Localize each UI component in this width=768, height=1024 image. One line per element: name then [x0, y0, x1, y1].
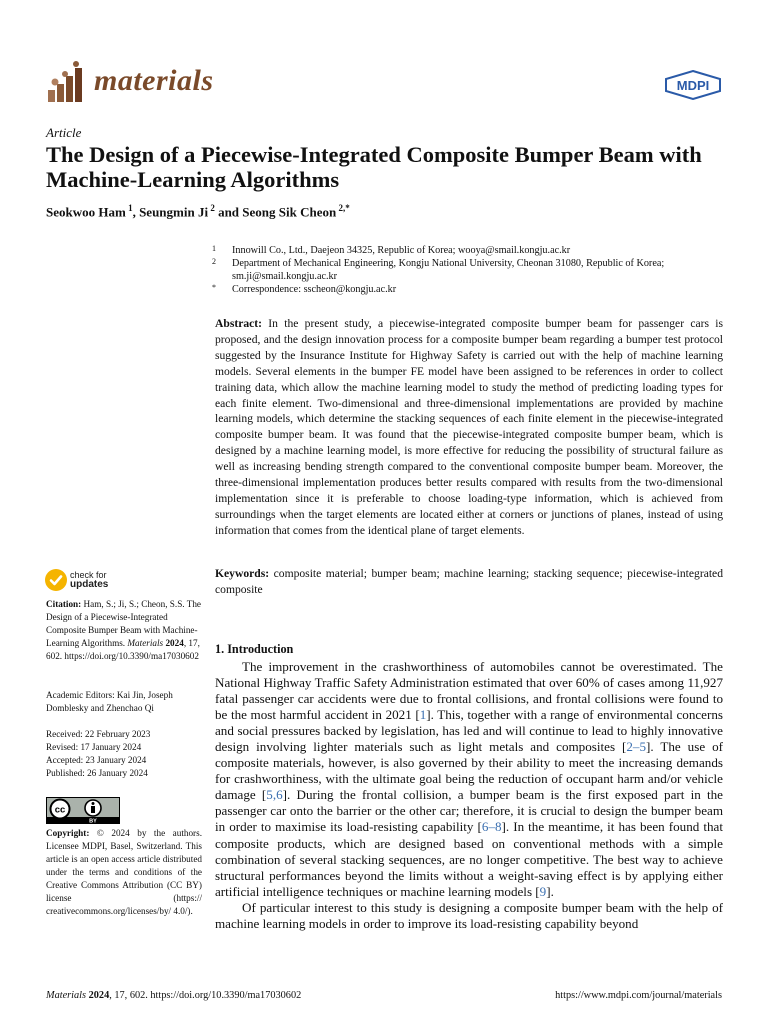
publication-date: Published: 26 January 2024: [46, 768, 148, 778]
academic-editors: Academic Editors: Kai Jin, Joseph Domblesky and Zhenchao Qi: [46, 690, 173, 713]
keywords: [215, 566, 723, 598]
journal-name: materials: [94, 64, 214, 97]
cc-by-license-badge[interactable]: [46, 797, 120, 824]
abstract-label: Abstract:: [215, 317, 263, 330]
introduction-body: [215, 659, 723, 932]
affiliations: [212, 245, 724, 297]
publication-date: Revised: 17 January 2024: [46, 742, 142, 752]
author-name[interactable]: Seokwoo Ham: [46, 204, 126, 220]
citation-block: [46, 598, 202, 663]
affiliation-text: Innowill Co., Ltd., Daejeon 34325, Republic of Korea; wooya@smail.kongju.ac.kr: [232, 245, 571, 256]
copyright-text: © 2024 by the authors. Licensee MDPI, Basel, Switzerland. This article is an open access article distributed under the terms and conditions of the Creative Commons Attribution (CC BY) license (https:// creativecommons.org/licenses/by/ 4.0/).: [46, 828, 202, 916]
intro-paragraph: Of particular interest to this study is designing a composite bumper beam with the help of machine learning models in order to improve its load-resisting capability beyond: [215, 899, 723, 931]
author-name[interactable]: Seong Sik Cheon: [242, 204, 337, 220]
author-list: [46, 203, 350, 220]
citation-link[interactable]: 6–8: [481, 819, 502, 835]
journal-url-link[interactable]: https://www.mdpi.com/journal/materials: [555, 990, 722, 1001]
author-name[interactable]: Seungmin Ji: [139, 204, 209, 220]
citation-link[interactable]: 1: [419, 707, 427, 723]
keywords-label: Keywords:: [215, 567, 270, 580]
citation-text: Ham, S.; Ji, S.; Cheon, S.S. The Design of a Piecewise-Integrated Composite Bumper Beam with Machine-Learning Algorithms.: [46, 599, 202, 648]
check-updates-icon: [44, 568, 68, 592]
author-affiliation-mark: 1: [125, 203, 133, 213]
mdpi-logo-text: MDPI: [676, 78, 710, 93]
copyright-notice: [46, 827, 202, 918]
author-separator: ,: [132, 204, 140, 220]
affiliation-mark: 1: [212, 244, 216, 253]
section-heading-introduction: 1. Introduction: [215, 642, 294, 656]
footer-doi[interactable]: , 17, 602. https://doi.org/10.3390/ma17030602: [109, 990, 302, 1001]
affiliation-item: [212, 284, 724, 297]
citation-year: 2024: [165, 638, 184, 648]
intro-text: ]. In the meantime, it has been found that composite products, which are designed based on conventional methods with a simple combination of several stacking sequences, are no longer competitive. The best way to achieve structural performances beyond the limits without a weight-saving effect is by applying either artificial intelligence techniques or machine learning models [: [215, 819, 723, 899]
citation-link[interactable]: 5,6: [266, 787, 283, 803]
intro-text: ]. The use of composite materials, however, is also governed by their ability to meet the increasing demands for crashworthiness, with the ultimate goal being the reduction of occupant harm and/or vehicle damage [: [215, 739, 723, 803]
footer-citation: [46, 990, 301, 1001]
author-separator: and: [214, 204, 243, 220]
cc-badge-right-text: BY: [89, 818, 97, 824]
keywords-text: composite material; bumper beam; machine learning; stacking sequence; piecewise-integrated composite: [215, 567, 723, 596]
intro-paragraph: [215, 659, 723, 900]
citation-link[interactable]: 2–5: [626, 739, 647, 755]
affiliation-item: [212, 258, 724, 284]
publication-dates: [46, 728, 202, 780]
author-affiliation-mark: 2,*: [336, 203, 350, 213]
check-updates-line2: updates: [70, 579, 109, 590]
article-title: The Design of a Piecewise-Integrated Composite Bumper Beam with Machine-Learning Algorithms: [46, 142, 702, 192]
check-for-updates-badge[interactable]: [44, 567, 134, 595]
citation-label: Citation:: [46, 599, 82, 609]
citation-link[interactable]: 9: [539, 883, 547, 899]
journal-header: [46, 60, 722, 110]
journal-logo-icon: [46, 60, 88, 104]
citation-rest[interactable]: , 17, 602. https://doi.org/10.3390/ma17030602: [46, 638, 200, 661]
publication-date: Received: 22 February 2023: [46, 729, 151, 739]
intro-text: ]. During the frontal collision, a bumper beam is the first exposed part in the passenger car onto the barrier or the other car; therefore, it is crucial to design the bumper beam in order to maximise its load-resisting capability [: [215, 787, 723, 835]
cc-badge-left-text: cc: [54, 804, 66, 816]
intro-text: ]. This, together with a range of environmental concerns and social pressures backed by legislation, has led and will continue to lead to highly innovative design involving lighter materials such as light metals and composites [: [215, 707, 723, 755]
footer-year: 2024: [88, 990, 110, 1001]
page-footer: [46, 990, 722, 1001]
article-type: Article: [46, 125, 82, 140]
author-affiliation-mark: 2: [208, 203, 215, 213]
footer-journal: Materials: [46, 990, 87, 1001]
citation-journal: Materials: [127, 638, 164, 648]
copyright-label: Copyright:: [46, 828, 90, 838]
check-updates-text: [70, 570, 108, 590]
affiliation-item: [212, 245, 724, 258]
abstract: [215, 316, 723, 539]
abstract-text: In the present study, a piecewise-integrated composite bumper beam for passenger cars is proposed, and the design innovation process for a composite bumper beam regarding a bumper test protocol suggested by the Insurance Institute for Highway Safety is carried out with the help of machine learning models. Several elements in the bumper FE model have been assigned to be references in order to collect training data, which allow the machine learning model to study the method of predicting loading types for each finite element. Two-dimensional and three-dimensional implementations are provided by machine learning models, which determine the stacking sequences of each finite element in the piecewise-integrated composite bumper beam. It was found that the piecewise-integrated composite bumper beam, which is designed by a machine learning model, is more effective for reducing the possibility of structural failure as well as increasing bending strength compared to the conventional composite bumper beam. Moreover, the three-dimensional implementation produces better results compared with results from the two-dimensional implementation since it is preferable to choose loading-type information, which is achieved from surroundings when the target elements are located either at corners or junctions of planes, instead of using information that comes from the identical plane of target elements.: [215, 317, 723, 537]
intro-text: The improvement in the crashworthiness of automobiles cannot be overestimated. The National Highway Traffic Safety Administration estimated that over 60% of cases among 11,927 fatal passenger car accidents were due to frontal collisions, and frontal collisions were found to be the most harmful accident in 2021 [: [215, 659, 723, 723]
check-updates-line1: check for: [70, 570, 107, 580]
affiliation-text: Correspondence: sscheon@kongju.ac.kr: [232, 283, 397, 295]
intro-text: ].: [546, 883, 554, 899]
affiliation-mark: 2: [212, 256, 216, 266]
affiliation-text: Department of Mechanical Engineering, Kongju National University, Cheonan 31080, Republic of Korea; sm.ji@smail.kongju.ac.kr: [232, 257, 665, 282]
mdpi-logo[interactable]: [664, 70, 722, 100]
affiliation-mark: *: [212, 282, 216, 292]
publication-date: Accepted: 23 January 2024: [46, 755, 147, 765]
